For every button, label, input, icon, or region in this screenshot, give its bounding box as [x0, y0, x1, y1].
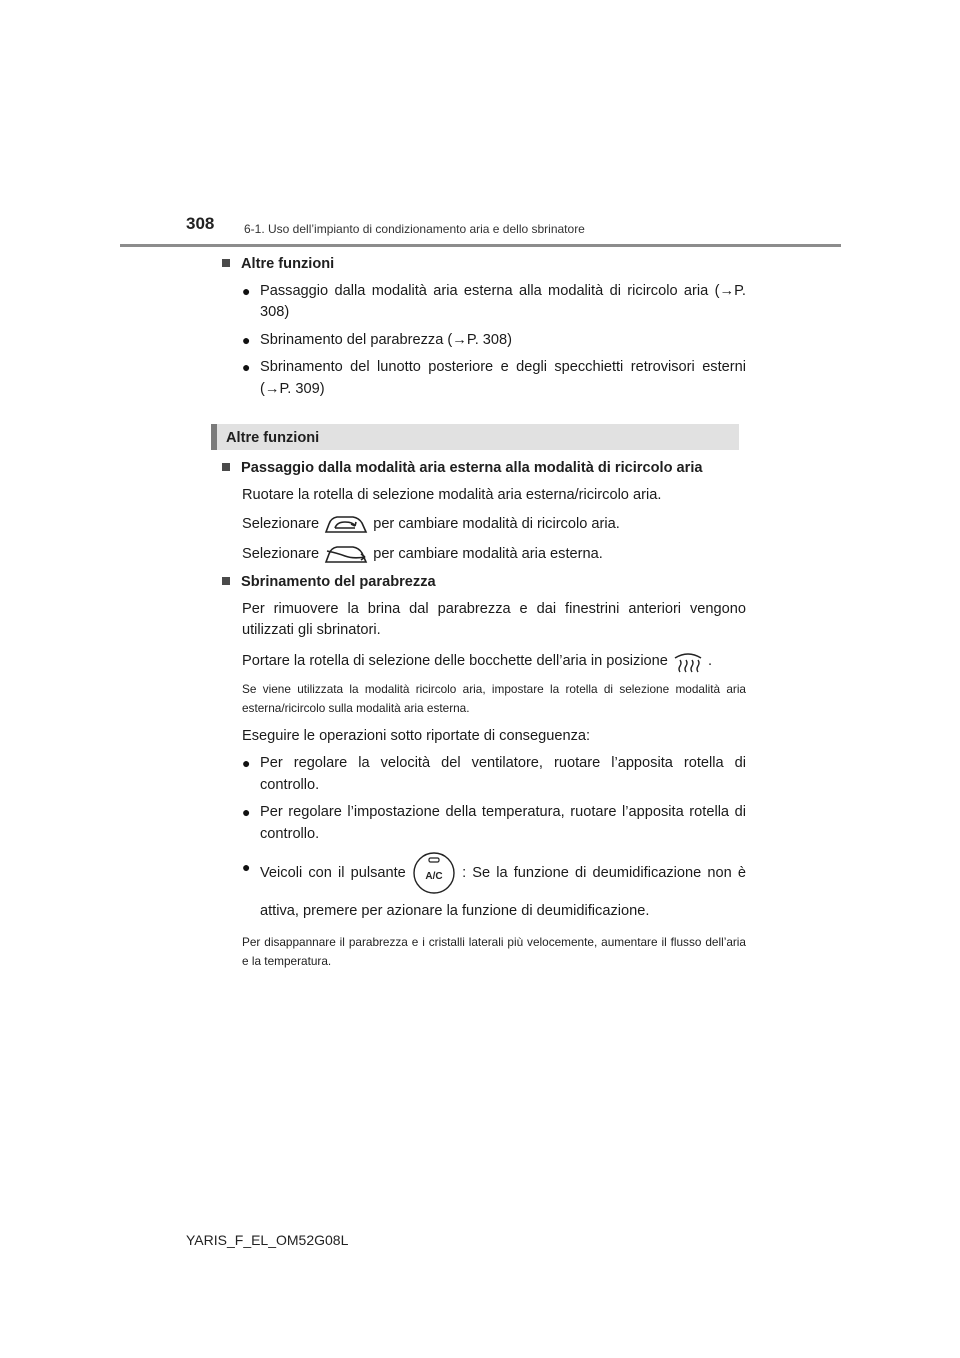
header-rule — [120, 244, 841, 247]
section-title: Altre funzioni — [226, 430, 320, 446]
list-item: ● Per regolare la velocità del ventilatore, ruotare l’apposita rotella di controllo. — [242, 753, 746, 796]
bullet-dot-icon: ● — [242, 804, 251, 820]
bullet-dot-icon: ● — [242, 859, 251, 875]
document-code: YARIS_F_EL_OM52G08L — [186, 1232, 349, 1248]
defrost-position-paragraph: Portare la rotella di selezione delle bocchette dell’aria in posizione . — [242, 648, 746, 674]
bullet-dot-icon: ● — [242, 359, 251, 375]
ac-button-icon — [412, 851, 456, 895]
recirculation-icon — [323, 512, 369, 536]
ac-button-label: A/C — [425, 871, 443, 882]
square-bullet-icon — [222, 458, 233, 480]
list-item: ● Passaggio dalla modalità aria esterna alla modalità di ricircolo aria (→P. 308) — [242, 281, 746, 324]
chapter-title: 6-1. Uso dell’impianto di condizionamento aria e dello sbrinatore — [244, 222, 585, 236]
recirc-heading: Passaggio dalla modalità aria esterna alla modalità di ricircolo aria — [222, 458, 746, 480]
defrost-heading: Sbrinamento del parabrezza — [222, 572, 746, 594]
windshield-defroster-icon — [672, 648, 704, 674]
bullet-dot-icon: ● — [242, 331, 251, 348]
bullet-dot-icon: ● — [242, 282, 251, 299]
recirc-paragraph: Ruotare la rotella di selezione modalità aria esterna/ricircolo aria. — [242, 486, 662, 503]
recirc-select-paragraph: Selezionare per cambiare modalità di ricircolo aria. — [242, 512, 746, 536]
defrost-paragraph: Per rimuovere la brina dal parabrezza e dai finestrini anteriori vengono utilizzati gli sbrinatori. — [242, 600, 746, 638]
list-item: ● Sbrinamento del lunotto posteriore e degli specchietti retrovisori esterni (→P. 309) — [242, 357, 746, 400]
defrost-note: Se viene utilizzata la modalità ricircolo aria, impostare la rotella di selezione modalità aria esterna/ricircolo sulla modalità aria esterna. — [242, 681, 746, 715]
outside-air-icon — [323, 542, 369, 566]
list-item: ● Per regolare l’impostazione della temperatura, ruotare l’apposita rotella di controllo. — [242, 802, 746, 845]
section-title-bar — [211, 424, 739, 450]
bullet-dot-icon: ● — [242, 755, 251, 771]
square-bullet-icon — [222, 572, 233, 594]
list-item: ● Sbrinamento del parabrezza (→P. 308) — [242, 330, 746, 352]
square-bullet-icon — [222, 254, 233, 276]
outside-select-paragraph: Selezionare per cambiare modalità aria esterna. — [242, 542, 746, 566]
page-content — [222, 254, 746, 979]
operations-paragraph: Eseguire le operazioni sotto riportate di conseguenza: — [242, 727, 591, 744]
defog-note: Per disappannare il parabrezza e i cristalli laterali più velocemente, aumentare il flusso dell’aria e la temperatura. — [242, 935, 746, 968]
intro-heading: Altre funzioni — [222, 254, 746, 276]
list-item: ● Veicoli con il pulsante A/C : Se la funzione di deumidificazione non è attiva, premere per azionare la funzione di deumidificazione. — [242, 851, 746, 927]
page-number: 308 — [186, 214, 215, 233]
